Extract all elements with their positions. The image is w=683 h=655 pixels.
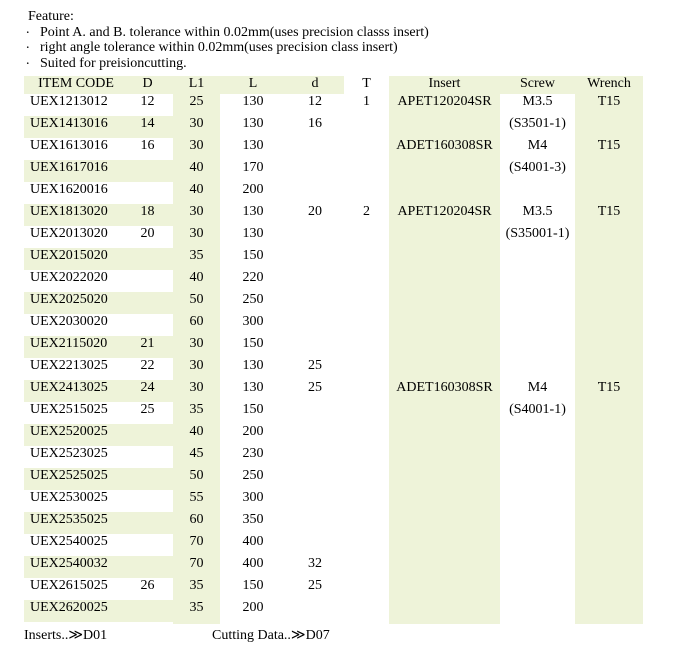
cell-l: 200 — [242, 182, 264, 197]
cell-t — [344, 292, 389, 314]
feature-bullet-text: Point A. and B. tolerance within 0.02mm(uses precision classs insert) — [40, 24, 429, 40]
bullet-mark: . — [26, 37, 30, 52]
cell-wrench — [575, 116, 643, 138]
cell-d-diameter: 25 — [140, 402, 155, 417]
cell-wrench — [575, 424, 643, 446]
cell-item-code: UEX2530025 — [30, 490, 108, 505]
cell-insert — [389, 600, 500, 622]
cell-wrench — [575, 182, 643, 204]
cell-item-code: UEX2620025 — [24, 600, 122, 622]
cell-l1: 45 — [189, 446, 204, 461]
cell-screw: (S35001-1) — [505, 226, 570, 241]
cell-l1: 60 — [189, 314, 204, 329]
cell-item-code: UEX2515025 — [30, 402, 108, 417]
cell-d-small — [286, 512, 344, 534]
cell-screw — [500, 578, 575, 600]
table-row — [24, 380, 643, 402]
cell-insert — [389, 490, 500, 512]
cell-insert — [389, 182, 500, 204]
cell-insert — [389, 424, 500, 446]
header-l1: L1 — [188, 76, 205, 91]
cell-l1: 35 — [189, 248, 204, 263]
cell-insert — [389, 556, 500, 578]
cell-insert — [389, 402, 500, 424]
cell-d-diameter — [122, 270, 173, 292]
cell-l: 200 — [242, 600, 264, 615]
cell-l1: 30 — [189, 336, 204, 351]
cell-l: 130 — [242, 380, 264, 395]
cell-l: 130 — [242, 138, 264, 153]
spec-table — [24, 76, 643, 622]
feature-bullet — [0, 37, 683, 56]
table-row — [24, 534, 643, 556]
cell-insert — [389, 314, 500, 336]
cell-screw — [500, 182, 575, 204]
table-row — [24, 270, 643, 292]
cell-screw — [500, 490, 575, 512]
cell-item-code: UEX2523025 — [30, 446, 108, 461]
cell-insert — [389, 512, 500, 534]
table-row — [24, 600, 643, 622]
cell-d-diameter — [122, 314, 173, 336]
table-row — [24, 248, 643, 270]
cell-insert — [389, 270, 500, 292]
cell-insert: APET120204SR — [397, 94, 492, 109]
table-row — [24, 556, 643, 578]
cell-l1: 35 — [189, 578, 204, 593]
cell-wrench — [575, 314, 643, 336]
bullet-mark: . — [26, 21, 30, 37]
table-row — [24, 512, 643, 534]
cell-screw — [500, 336, 575, 358]
cell-l: 130 — [242, 94, 264, 109]
cell-d-small — [286, 138, 344, 160]
cell-screw — [500, 446, 575, 468]
cell-d-small — [286, 446, 344, 468]
table-row — [24, 182, 643, 204]
cell-wrench — [575, 160, 643, 182]
cell-d-small — [286, 424, 344, 446]
cell-wrench — [575, 468, 643, 490]
cell-l: 150 — [242, 402, 264, 417]
feature-bullet — [0, 52, 683, 72]
cell-d-small: 25 — [308, 358, 322, 373]
cell-item-code: UEX2525025 — [24, 468, 122, 490]
cell-item-code: UEX2115020 — [24, 336, 122, 358]
cell-t — [344, 600, 389, 622]
cell-item-code: UEX2615025 — [30, 578, 108, 593]
cell-l1: 25 — [189, 94, 204, 109]
cell-wrench — [575, 292, 643, 314]
cell-l: 300 — [242, 490, 264, 505]
cell-d-diameter — [122, 512, 173, 534]
cell-insert — [389, 226, 500, 248]
cell-screw: (S4001-1) — [509, 402, 566, 417]
table-row — [24, 358, 643, 380]
cell-t — [344, 248, 389, 270]
cell-t — [344, 556, 389, 578]
cell-insert — [389, 446, 500, 468]
cell-t — [344, 160, 389, 182]
table-row — [24, 160, 643, 182]
cell-insert — [389, 336, 500, 358]
cell-wrench — [575, 556, 643, 578]
cell-screw — [500, 270, 575, 292]
cell-d-small: 12 — [308, 94, 322, 109]
feature-bullet-text: Suited for preisioncutting. — [40, 55, 187, 71]
cell-l1: 35 — [189, 402, 204, 417]
cell-screw — [500, 424, 575, 446]
cell-d-diameter — [122, 182, 173, 204]
cell-insert — [389, 468, 500, 490]
cell-t — [344, 182, 389, 204]
table-row — [24, 116, 643, 138]
cell-d-small — [286, 270, 344, 292]
cell-d-diameter: 18 — [122, 204, 173, 226]
cell-screw — [500, 248, 575, 270]
cell-l1: 55 — [189, 490, 204, 505]
cell-d-diameter: 22 — [140, 358, 155, 373]
cell-d-diameter: 14 — [122, 116, 173, 138]
cell-insert — [389, 248, 500, 270]
cell-item-code: UEX2013020 — [30, 226, 108, 241]
cell-wrench — [575, 358, 643, 380]
cell-l: 300 — [242, 314, 264, 329]
cell-l: 350 — [242, 512, 264, 527]
cutting-data-reference[interactable]: Cutting Data..≫D07 — [212, 628, 330, 643]
cell-d-small: 32 — [308, 556, 322, 571]
cell-item-code: UEX1613016 — [30, 138, 108, 153]
cell-l: 170 — [242, 160, 264, 175]
cell-t — [344, 314, 389, 336]
cell-d-small — [286, 402, 344, 424]
cell-d-small — [286, 468, 344, 490]
cell-screw — [500, 512, 575, 534]
cell-item-code: UEX2520025 — [24, 424, 122, 446]
cell-l1: 50 — [189, 468, 204, 483]
cell-screw: M3.5 — [522, 204, 553, 219]
cell-wrench: T15 — [597, 94, 621, 109]
header-d-small: d — [286, 76, 344, 94]
cell-t — [344, 402, 389, 424]
cell-d-small: 25 — [308, 380, 322, 395]
cell-t — [344, 358, 389, 380]
cell-d-diameter: 21 — [122, 336, 173, 358]
cell-t — [344, 424, 389, 446]
cell-d-diameter: 20 — [140, 226, 155, 241]
cell-l1: 30 — [189, 226, 204, 241]
cell-item-code: UEX1813020 — [24, 204, 122, 226]
feature-block — [0, 9, 683, 71]
table-row — [24, 336, 643, 358]
table-row — [24, 292, 643, 314]
header-insert: Insert — [428, 76, 461, 91]
cell-l1: 70 — [189, 556, 204, 571]
header-t: T — [362, 76, 371, 91]
cell-l: 130 — [242, 116, 264, 131]
cell-screw — [500, 468, 575, 490]
header-l: L — [220, 76, 286, 94]
cell-screw: M4 — [527, 138, 548, 153]
cell-wrench — [575, 270, 643, 292]
cell-screw: M3.5 — [522, 94, 553, 109]
cell-d-diameter — [122, 534, 173, 556]
table-header-row — [24, 76, 643, 94]
cell-d-small — [286, 226, 344, 248]
cell-l1: 30 — [189, 138, 204, 153]
cell-l: 400 — [242, 534, 264, 549]
cell-item-code: UEX1617016 — [24, 160, 122, 182]
cell-t: 1 — [363, 94, 370, 109]
cell-item-code: UEX1413016 — [24, 116, 122, 138]
cell-wrench — [575, 446, 643, 468]
cell-d-small — [286, 534, 344, 556]
cell-l: 200 — [242, 424, 264, 439]
cell-screw — [500, 534, 575, 556]
cell-d-diameter: 24 — [122, 380, 173, 402]
cell-insert — [389, 358, 500, 380]
cell-t — [344, 468, 389, 490]
cell-t: 2 — [363, 204, 370, 219]
table-row — [24, 138, 643, 160]
cell-l1: 40 — [189, 270, 204, 285]
cell-d-small — [286, 490, 344, 512]
cell-t — [344, 578, 389, 600]
cell-item-code: UEX2540032 — [24, 556, 122, 578]
table-row — [24, 204, 643, 226]
header-screw: Screw — [500, 76, 575, 94]
cell-screw — [500, 600, 575, 622]
cell-screw — [500, 314, 575, 336]
cell-screw — [500, 292, 575, 314]
cell-d-small — [286, 182, 344, 204]
cell-l: 130 — [242, 358, 264, 373]
cell-wrench: T15 — [597, 138, 621, 153]
cell-d-small — [286, 600, 344, 622]
cell-t — [344, 270, 389, 292]
cell-t — [344, 380, 389, 402]
cell-screw — [500, 358, 575, 380]
cell-d-small — [286, 160, 344, 182]
cell-screw: (S4001-3) — [509, 160, 566, 175]
table-row — [24, 578, 643, 600]
cell-item-code: UEX2022020 — [30, 270, 108, 285]
cell-l1: 40 — [189, 160, 204, 175]
cell-wrench — [575, 336, 643, 358]
cell-l: 150 — [242, 248, 264, 263]
cell-d-small — [286, 292, 344, 314]
cell-wrench — [575, 534, 643, 556]
cell-d-diameter — [122, 160, 173, 182]
cell-item-code: UEX2030020 — [30, 314, 108, 329]
cell-l: 130 — [242, 204, 264, 219]
cell-item-code: UEX1213012 — [30, 94, 108, 109]
cell-insert: ADET160308SR — [396, 138, 493, 153]
cell-d-diameter: 26 — [140, 578, 155, 593]
cell-d-small: 16 — [308, 116, 322, 131]
cell-d-diameter — [122, 424, 173, 446]
table-row — [24, 94, 643, 116]
cell-screw: M4 — [527, 380, 548, 395]
header-item-code: ITEM CODE — [24, 76, 122, 94]
cell-l1: 40 — [189, 424, 204, 439]
cell-t — [344, 226, 389, 248]
cell-t — [344, 490, 389, 512]
cell-d-diameter: 12 — [140, 94, 155, 109]
feature-bullet-text: right angle tolerance within 0.02mm(uses precision class insert) — [40, 40, 398, 55]
feature-title: Feature: — [28, 9, 74, 24]
table-row — [24, 424, 643, 446]
cell-item-code: UEX2025020 — [24, 292, 122, 314]
inserts-reference[interactable]: Inserts..≫D01 — [24, 628, 108, 643]
cell-d-small — [286, 314, 344, 336]
cell-item-code: UEX2535025 — [24, 512, 122, 534]
table-row — [24, 468, 643, 490]
cell-wrench — [575, 578, 643, 600]
cell-insert — [389, 578, 500, 600]
cell-l: 250 — [242, 292, 264, 307]
cell-l: 150 — [242, 578, 264, 593]
cell-screw: (S3501-1) — [509, 116, 566, 131]
cell-d-small: 25 — [308, 578, 322, 593]
cell-l: 400 — [242, 556, 264, 571]
table-row — [24, 314, 643, 336]
cell-insert — [389, 292, 500, 314]
cell-d-diameter — [122, 292, 173, 314]
cell-l1: 60 — [189, 512, 204, 527]
cell-l1: 70 — [189, 534, 204, 549]
cell-wrench — [575, 226, 643, 248]
cell-insert — [389, 534, 500, 556]
cell-d-diameter — [122, 556, 173, 578]
cell-l1: 30 — [189, 380, 204, 395]
cell-t — [344, 116, 389, 138]
cell-l: 130 — [242, 226, 264, 241]
table-row — [24, 402, 643, 424]
cell-item-code: UEX1620016 — [30, 182, 108, 197]
cell-l1: 35 — [189, 600, 204, 615]
cell-d-diameter — [122, 468, 173, 490]
cell-l1: 30 — [189, 204, 204, 219]
cell-t — [344, 446, 389, 468]
table-row — [24, 446, 643, 468]
cell-l: 230 — [242, 446, 264, 461]
cell-item-code: UEX2015020 — [24, 248, 122, 270]
cell-d-small: 20 — [308, 204, 322, 219]
cell-l: 150 — [242, 336, 264, 351]
cell-d-small — [286, 336, 344, 358]
cell-wrench — [575, 512, 643, 534]
cell-wrench: T15 — [597, 204, 621, 219]
cell-l1: 40 — [189, 182, 204, 197]
feature-bullet — [0, 21, 683, 41]
table-row — [24, 226, 643, 248]
cell-wrench: T15 — [597, 380, 621, 395]
cell-d-small — [286, 248, 344, 270]
cell-d-diameter: 16 — [140, 138, 155, 153]
cell-t — [344, 512, 389, 534]
header-d-diameter: D — [122, 76, 173, 94]
cell-wrench — [575, 248, 643, 270]
bullet-mark: . — [26, 52, 30, 68]
cell-insert — [389, 116, 500, 138]
table-row — [24, 490, 643, 512]
cell-d-diameter — [122, 490, 173, 512]
cell-wrench — [575, 490, 643, 512]
cell-l: 250 — [242, 468, 264, 483]
cell-insert: ADET160308SR — [396, 380, 493, 395]
cell-insert: APET120204SR — [397, 204, 492, 219]
cell-l: 220 — [242, 270, 264, 285]
cell-wrench — [575, 600, 643, 622]
cell-d-diameter — [122, 248, 173, 270]
cell-d-diameter — [122, 446, 173, 468]
header-wrench: Wrench — [587, 76, 631, 91]
cell-screw — [500, 556, 575, 578]
cell-t — [344, 138, 389, 160]
cell-d-diameter — [122, 600, 173, 622]
cell-item-code: UEX2413025 — [24, 380, 122, 402]
cell-insert — [389, 160, 500, 182]
cell-l1: 30 — [189, 116, 204, 131]
cell-wrench — [575, 402, 643, 424]
cell-t — [344, 336, 389, 358]
cell-t — [344, 534, 389, 556]
cell-l1: 50 — [189, 292, 204, 307]
cell-item-code: UEX2213025 — [30, 358, 108, 373]
cell-l1: 30 — [189, 358, 204, 373]
cell-item-code: UEX2540025 — [30, 534, 108, 549]
